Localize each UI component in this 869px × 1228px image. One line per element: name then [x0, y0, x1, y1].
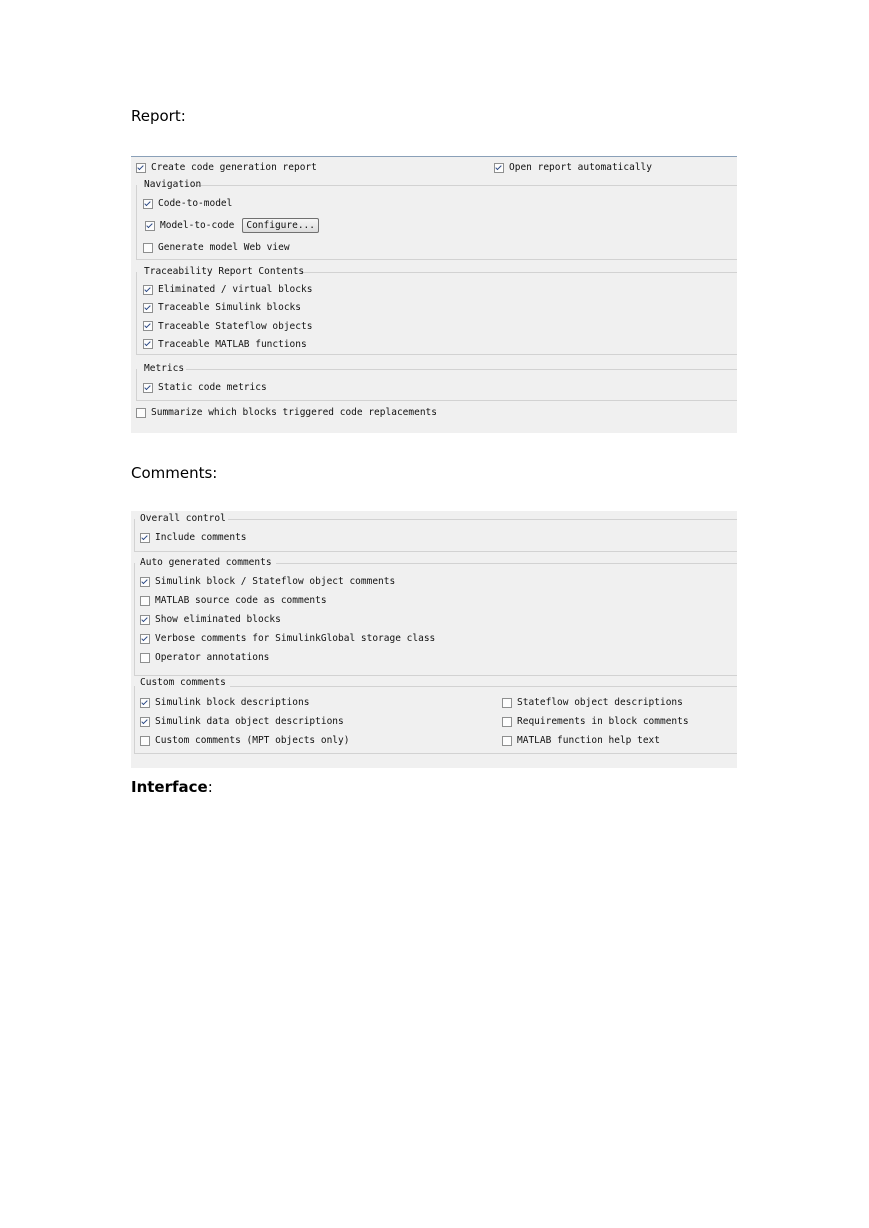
auto-comment-item-label: MATLAB source code as comments	[155, 595, 327, 606]
custom-comment-item-checkbox[interactable]	[502, 698, 512, 708]
create-report-option[interactable]	[136, 162, 317, 173]
traceability-item-option[interactable]	[143, 321, 312, 332]
auto-comment-item-checkbox[interactable]	[140, 634, 150, 644]
custom-comment-item-label: Custom comments (MPT objects only)	[155, 735, 350, 746]
traceability-item-checkbox[interactable]	[143, 339, 153, 349]
metrics-group-left-border	[136, 369, 137, 400]
traceability-group-left-border	[136, 272, 137, 354]
custom-comment-item-option[interactable]	[502, 735, 660, 746]
custom-group-left-border	[134, 686, 135, 753]
create-report-checkbox[interactable]	[136, 163, 146, 173]
auto-comment-item-label: Show eliminated blocks	[155, 614, 281, 625]
auto-comment-item-label: Verbose comments for SimulinkGlobal storage class	[155, 633, 436, 644]
static-metrics-option[interactable]	[143, 382, 267, 393]
model-to-code-checkbox[interactable]	[145, 221, 155, 231]
custom-comment-item-label: MATLAB function help text	[517, 735, 660, 746]
code-to-model-label: Code-to-model	[158, 198, 233, 209]
traceability-item-option[interactable]	[143, 339, 307, 350]
open-report-option[interactable]	[494, 162, 652, 173]
custom-comment-item-option[interactable]	[140, 716, 344, 727]
custom-comment-item-option[interactable]	[502, 716, 689, 727]
auto-comment-item-option[interactable]	[140, 595, 327, 606]
code-to-model-checkbox[interactable]	[143, 199, 153, 209]
custom-comment-item-label: Stateflow object descriptions	[517, 697, 683, 708]
traceability-item-label: Traceable MATLAB functions	[158, 338, 307, 350]
auto-comment-item-checkbox[interactable]	[140, 653, 150, 663]
navigation-group-left-border	[136, 185, 137, 259]
custom-comment-item-option[interactable]	[140, 697, 309, 708]
report-heading: Report:	[131, 107, 186, 125]
open-report-label: Open report automatically	[509, 162, 652, 173]
comments-heading: Comments:	[131, 464, 218, 482]
configure-button[interactable]: Configure...	[242, 218, 319, 233]
auto-comment-item-option[interactable]	[140, 614, 281, 625]
auto-comment-item-option[interactable]	[140, 633, 435, 644]
create-report-label: Create code generation report	[151, 162, 317, 173]
overall-group-bottom	[134, 551, 737, 552]
web-view-option[interactable]	[143, 242, 290, 253]
auto-group-title: Auto generated comments	[140, 557, 272, 568]
metrics-group-bottom	[136, 400, 737, 401]
model-to-code-label: Model-to-code	[160, 220, 235, 231]
code-to-model-option[interactable]	[143, 198, 232, 209]
overall-group-left-border	[134, 519, 135, 551]
custom-comment-item-label: Simulink data object descriptions	[155, 716, 344, 727]
navigation-group-bottom	[136, 259, 737, 260]
summarize-option[interactable]	[136, 407, 437, 418]
interface-heading	[131, 778, 213, 796]
custom-comment-item-checkbox[interactable]	[140, 736, 150, 746]
traceability-item-option[interactable]	[143, 302, 301, 313]
custom-comment-item-label: Simulink block descriptions	[155, 697, 310, 708]
auto-group-bottom	[134, 675, 737, 676]
custom-group-bottom	[134, 753, 737, 754]
static-metrics-label: Static code metrics	[158, 382, 267, 393]
traceability-item-label: Traceable Stateflow objects	[158, 320, 313, 332]
custom-comment-item-checkbox[interactable]	[502, 736, 512, 746]
custom-comment-item-label: Requirements in block comments	[517, 716, 689, 727]
comments-panel	[131, 511, 737, 768]
traceability-group-title: Traceability Report Contents	[144, 266, 305, 277]
auto-comment-item-checkbox[interactable]	[140, 615, 150, 625]
panel-top-border	[131, 156, 737, 157]
custom-comment-item-checkbox[interactable]	[140, 698, 150, 708]
custom-group-title: Custom comments	[140, 677, 226, 688]
custom-comment-item-option[interactable]	[502, 697, 683, 708]
static-metrics-checkbox[interactable]	[143, 383, 153, 393]
custom-comment-item-checkbox[interactable]	[140, 717, 150, 727]
open-report-checkbox[interactable]	[494, 163, 504, 173]
overall-group-title: Overall control	[140, 513, 226, 524]
custom-comment-item-option[interactable]	[140, 735, 349, 746]
web-view-label: Generate model Web view	[158, 242, 290, 253]
navigation-group-title: Navigation	[144, 179, 202, 190]
include-comments-checkbox[interactable]	[140, 533, 150, 543]
traceability-item-option[interactable]	[143, 284, 312, 295]
summarize-label: Summarize which blocks triggered code replacements	[151, 407, 437, 418]
traceability-group-border	[301, 272, 737, 273]
traceability-group-bottom	[136, 354, 737, 355]
model-to-code-option[interactable]	[145, 218, 319, 233]
metrics-group-title: Metrics	[144, 363, 185, 374]
web-view-checkbox[interactable]	[143, 243, 153, 253]
overall-group-border	[228, 519, 737, 520]
report-panel	[131, 156, 737, 433]
interface-heading-text: Interface	[131, 778, 208, 796]
traceability-item-checkbox[interactable]	[143, 285, 153, 295]
auto-comment-item-label: Operator annotations	[155, 652, 270, 663]
traceability-item-label: Eliminated / virtual blocks	[158, 284, 313, 295]
auto-group-border	[276, 563, 737, 564]
navigation-group-border	[191, 185, 737, 186]
traceability-item-checkbox[interactable]	[143, 303, 153, 313]
traceability-item-checkbox[interactable]	[143, 321, 153, 331]
auto-comment-item-option[interactable]	[140, 652, 269, 663]
auto-group-left-border	[134, 563, 135, 675]
auto-comment-item-checkbox[interactable]	[140, 596, 150, 606]
custom-comment-item-checkbox[interactable]	[502, 717, 512, 727]
auto-comment-item-checkbox[interactable]	[140, 577, 150, 587]
custom-group-border	[230, 686, 737, 687]
metrics-group-border	[186, 369, 737, 370]
auto-comment-item-label: Simulink block / Stateflow object comments	[155, 576, 396, 587]
auto-comment-item-option[interactable]	[140, 576, 395, 587]
include-comments-option[interactable]	[140, 532, 247, 543]
include-comments-label: Include comments	[155, 532, 247, 543]
traceability-item-label: Traceable Simulink blocks	[158, 302, 301, 314]
summarize-checkbox[interactable]	[136, 408, 146, 418]
interface-heading-colon: :	[207, 778, 213, 796]
